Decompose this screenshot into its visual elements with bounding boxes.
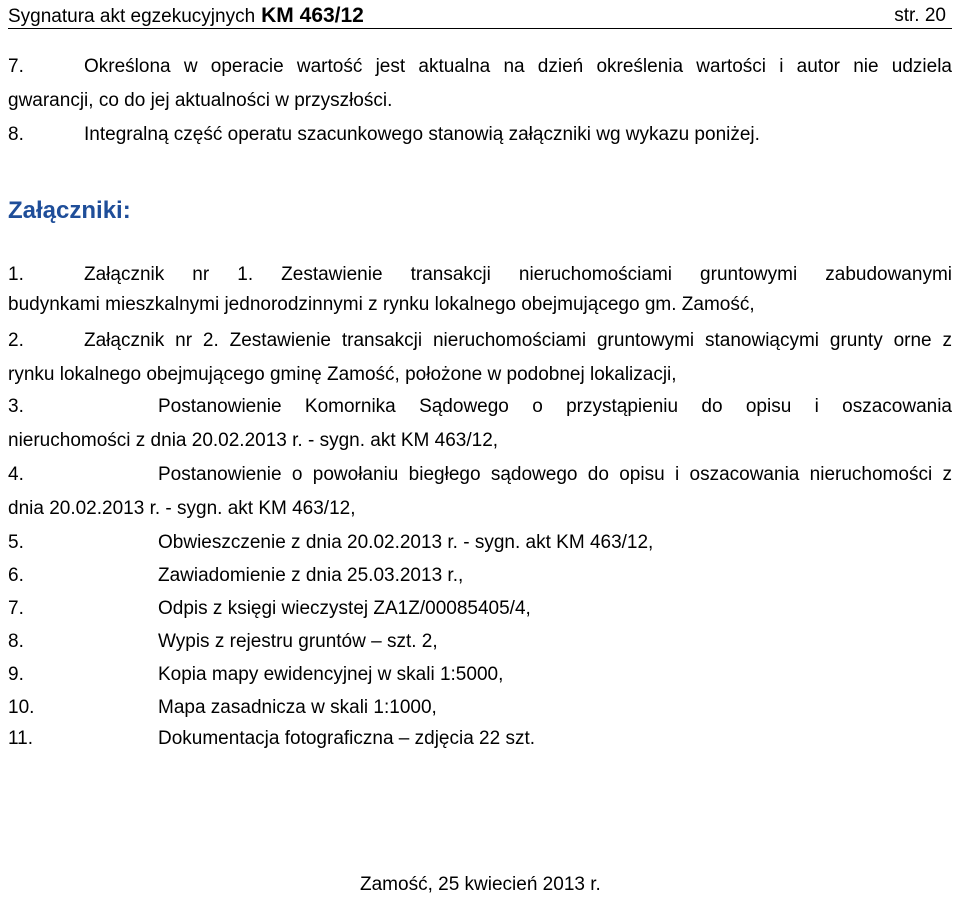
list-text: Mapa zasadnicza w skali 1:1000, xyxy=(158,697,437,718)
attachment-9 xyxy=(8,664,952,686)
list-text: Wypis z rejestru gruntów – szt. 2, xyxy=(158,631,438,652)
list-number: 8. xyxy=(8,631,24,652)
list-text: Kopia mapy ewidencyjnej w skali 1:5000, xyxy=(158,664,504,685)
intro-item-7-line1 xyxy=(8,56,952,78)
list-number: 1. xyxy=(8,264,24,285)
signature-prefix: Sygnatura akt egzekucyjnych xyxy=(8,6,256,27)
attachment-11 xyxy=(8,728,952,750)
attachment-4-line1 xyxy=(8,464,952,486)
list-text: Integralną część operatu szacunkowego stanowią załączniki wg wykazu poniżej. xyxy=(84,124,760,145)
attachment-3-line2: nieruchomości z dnia 20.02.2013 r. - sygn. akt KM 463/12, xyxy=(8,430,499,451)
attachment-4-line2: dnia 20.02.2013 r. - sygn. akt KM 463/12, xyxy=(8,498,356,519)
page-number: str. 20 xyxy=(894,5,946,26)
list-text: Odpis z księgi wieczystej ZA1Z/00085405/4, xyxy=(158,598,531,619)
attachment-3-line1 xyxy=(8,396,952,418)
list-text: Postanowienie o powołaniu biegłego sądowego do opisu i oszacowania nieruchomości z xyxy=(158,464,952,485)
list-number: 8. xyxy=(8,124,24,145)
list-number: 4. xyxy=(8,464,24,485)
list-text: Załącznik nr 1. Zestawienie transakcji nieruchomościami gruntowymi zabudowanymi xyxy=(84,264,952,285)
list-number: 10. xyxy=(8,697,35,718)
list-text: Dokumentacja fotograficzna – zdjęcia 22 szt. xyxy=(158,728,536,749)
case-signature xyxy=(8,4,364,28)
list-text: Obwieszczenie z dnia 20.02.2013 r. - sygn. akt KM 463/12, xyxy=(158,532,654,553)
attachments-heading: Załączniki: xyxy=(8,197,131,224)
list-text: Określona w operacie wartość jest aktualna na dzień określenia wartości i autor nie udziela xyxy=(84,56,952,77)
attachment-2-line2: rynku lokalnego obejmującego gminę Zamość, położone w podobnej lokalizacji, xyxy=(8,364,677,385)
list-number: 7. xyxy=(8,598,24,619)
attachment-1-line2: budynkami mieszkalnymi jednorodzinnymi z rynku lokalnego obejmującego gm. Zamość, xyxy=(8,294,755,315)
place-and-date: Zamość, 25 kwiecień 2013 r. xyxy=(360,874,601,895)
list-number: 6. xyxy=(8,565,24,586)
attachment-7 xyxy=(8,598,952,620)
intro-item-8 xyxy=(8,124,952,146)
attachment-6 xyxy=(8,565,952,587)
list-number: 3. xyxy=(8,396,24,417)
list-number: 11. xyxy=(8,728,34,749)
list-text: Zawiadomienie z dnia 25.03.2013 r., xyxy=(158,565,464,586)
list-number: 5. xyxy=(8,532,24,553)
list-text: Załącznik nr 2. Zestawienie transakcji nieruchomościami gruntowymi stanowiącymi grunty orne z xyxy=(84,330,952,351)
attachment-8 xyxy=(8,631,952,653)
intro-item-7-line2: gwarancji, co do jej aktualności w przyszłości. xyxy=(8,90,393,111)
signature-number: KM 463/12 xyxy=(261,4,364,27)
list-number: 7. xyxy=(8,56,24,77)
attachment-2-line1 xyxy=(8,330,952,352)
attachment-10 xyxy=(8,697,952,719)
page-header xyxy=(8,2,952,29)
attachment-1-line1 xyxy=(8,264,952,286)
attachment-5 xyxy=(8,532,952,554)
list-number: 2. xyxy=(8,330,24,351)
list-number: 9. xyxy=(8,664,24,685)
list-text: Postanowienie Komornika Sądowego o przystąpieniu do opisu i oszacowania xyxy=(158,396,952,417)
